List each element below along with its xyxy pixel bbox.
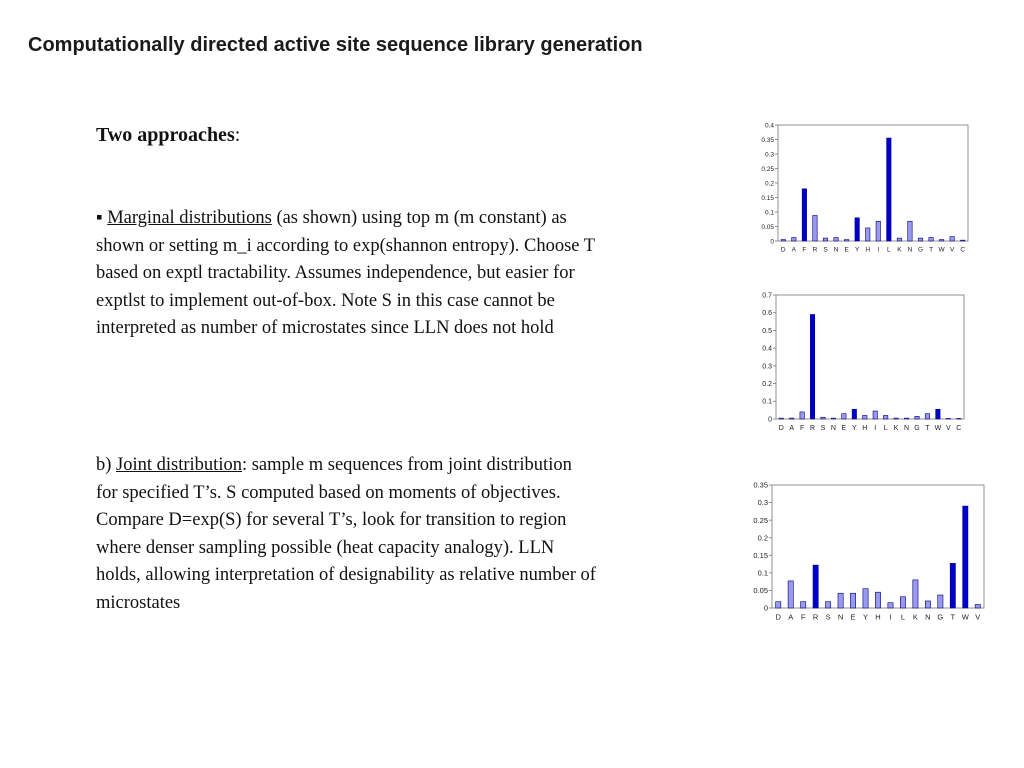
- bar: [915, 416, 919, 419]
- y-tick-label: 0.1: [762, 398, 772, 406]
- bar: [801, 602, 806, 608]
- y-tick-label: 0.25: [761, 165, 774, 173]
- x-tick-label: R: [810, 425, 816, 432]
- bar: [975, 604, 980, 608]
- bar: [813, 215, 817, 241]
- x-tick-label: Y: [854, 246, 860, 254]
- subhead-bold: Two approaches: [96, 124, 235, 146]
- x-tick-label: K: [912, 612, 918, 622]
- y-tick-label: 0.05: [761, 223, 774, 231]
- bar: [875, 592, 880, 608]
- x-tick-label: I: [889, 612, 892, 622]
- bar: [894, 418, 898, 419]
- bar: [876, 221, 880, 241]
- x-tick-label: N: [830, 425, 836, 432]
- x-tick-label: G: [917, 246, 924, 254]
- x-tick-label: F: [802, 246, 807, 254]
- bar: [897, 238, 901, 241]
- paragraph-joint: [96, 452, 596, 617]
- y-tick-label: 0.4: [764, 122, 774, 130]
- paragraph-joint-prefix: b): [96, 455, 117, 475]
- bar-chart-1-svg: [752, 118, 974, 258]
- y-tick-label: 0: [768, 416, 772, 424]
- bar-chart-2-svg: [752, 288, 974, 440]
- y-tick-label: 0: [763, 603, 768, 613]
- bar: [788, 581, 793, 608]
- bar: [776, 602, 781, 608]
- bullet: ▪: [96, 208, 103, 228]
- x-tick-label: S: [820, 425, 826, 432]
- marginal-distributions-link: Marginal distributions: [107, 208, 272, 228]
- bar: [852, 409, 856, 419]
- x-tick-label: Y: [851, 425, 857, 432]
- y-tick-label: 0.3: [757, 498, 768, 508]
- bar: [842, 414, 846, 419]
- bar: [900, 597, 905, 608]
- x-tick-label: L: [887, 246, 891, 254]
- x-tick-label: W: [938, 246, 945, 254]
- bar: [825, 602, 830, 608]
- y-tick-label: 0.5: [762, 327, 772, 335]
- x-tick-label: S: [825, 612, 831, 622]
- bar: [950, 237, 954, 241]
- bar: [863, 589, 868, 608]
- x-tick-label: N: [925, 612, 931, 622]
- bar: [946, 418, 950, 419]
- x-tick-label: A: [789, 425, 795, 432]
- bar: [834, 238, 838, 241]
- subhead: [96, 122, 240, 150]
- y-tick-label: 0.05: [753, 586, 768, 596]
- x-tick-label: E: [844, 246, 849, 254]
- bar-chart-2: [752, 288, 974, 440]
- bar: [938, 595, 943, 608]
- plot-frame: [776, 295, 964, 419]
- x-tick-label: N: [837, 612, 844, 622]
- x-tick-label: N: [904, 425, 910, 432]
- bar: [802, 189, 806, 241]
- x-tick-label: H: [862, 425, 868, 432]
- x-tick-label: C: [960, 246, 966, 254]
- x-tick-label: G: [937, 612, 944, 622]
- x-tick-label: E: [841, 425, 847, 432]
- bar: [939, 240, 943, 241]
- bar: [789, 418, 793, 419]
- x-tick-label: N: [907, 246, 913, 254]
- x-tick-label: E: [850, 612, 856, 622]
- bar: [963, 506, 968, 608]
- x-tick-label: V: [975, 612, 981, 622]
- paragraph-marginal-text: (as shown) using top m (m constant) as shown or setting m_i according to exp(shannon entropy). Choose T based on exptl tractability. Assumes independence, but easier for exptlst to implement out-of-box. Note S in this case cannot be interpreted as number of microstates since LLN does not hold: [96, 208, 595, 338]
- bar: [883, 415, 887, 419]
- bar-chart-3-svg: [740, 478, 990, 634]
- x-tick-label: I: [874, 425, 877, 432]
- bar: [961, 240, 965, 241]
- y-tick-label: 0.7: [762, 292, 772, 300]
- slide-title: Computationally directed active site sequence library generation: [28, 34, 643, 56]
- y-tick-label: 0.15: [761, 194, 774, 202]
- x-tick-label: F: [799, 425, 805, 432]
- bar: [957, 418, 961, 419]
- x-tick-label: W: [961, 612, 969, 622]
- x-tick-label: K: [897, 246, 902, 254]
- x-tick-label: T: [925, 425, 930, 432]
- bar: [810, 314, 814, 419]
- bar: [936, 409, 940, 419]
- bar: [781, 240, 785, 241]
- bar: [838, 593, 843, 608]
- x-tick-label: V: [945, 425, 951, 432]
- bar: [844, 240, 848, 241]
- bar-chart-1: [752, 118, 974, 258]
- paragraph-marginal: [96, 205, 596, 343]
- x-tick-label: L: [900, 612, 906, 622]
- bar: [813, 565, 818, 608]
- bar: [866, 228, 870, 241]
- x-tick-label: V: [949, 246, 955, 254]
- x-tick-label: L: [883, 425, 888, 432]
- y-tick-label: 0.2: [757, 533, 768, 543]
- y-tick-label: 0.2: [764, 180, 774, 188]
- bar: [908, 221, 912, 241]
- bar: [950, 563, 955, 608]
- x-tick-label: D: [775, 612, 781, 622]
- x-tick-label: C: [956, 425, 962, 432]
- y-tick-label: 0.1: [764, 209, 774, 217]
- y-tick-label: 0.3: [764, 151, 774, 159]
- y-tick-label: 0.4: [762, 345, 772, 353]
- x-tick-label: H: [865, 246, 871, 254]
- bar: [850, 593, 855, 608]
- bar: [831, 418, 835, 419]
- y-tick-label: 0.35: [753, 480, 768, 490]
- x-tick-label: S: [823, 246, 828, 254]
- bar: [888, 603, 893, 608]
- x-tick-label: R: [812, 612, 819, 622]
- x-tick-label: I: [877, 246, 880, 254]
- x-tick-label: A: [788, 612, 794, 622]
- x-tick-label: W: [934, 425, 942, 432]
- bar: [887, 138, 891, 241]
- y-tick-label: 0.3: [762, 363, 772, 371]
- joint-distribution-link: Joint distribution: [116, 455, 242, 475]
- subhead-colon: :: [234, 124, 241, 146]
- bar: [823, 238, 827, 241]
- bar: [918, 238, 922, 241]
- bar: [792, 238, 796, 241]
- bar: [925, 601, 930, 608]
- y-tick-label: 0.2: [762, 381, 772, 389]
- bar: [873, 411, 877, 419]
- y-tick-label: 0.1: [757, 568, 768, 578]
- x-tick-label: F: [800, 612, 806, 622]
- bar: [800, 412, 804, 419]
- x-tick-label: G: [914, 425, 920, 432]
- x-tick-label: K: [893, 425, 899, 432]
- bar-chart-3: [740, 478, 990, 634]
- bar: [904, 418, 908, 419]
- bar: [779, 418, 783, 419]
- y-tick-label: 0.35: [761, 136, 774, 144]
- x-tick-label: T: [950, 612, 956, 622]
- bar: [913, 580, 918, 608]
- paragraph-joint-text: : sample m sequences from joint distribution for specified T’s. S computed based on moments of objectives. Compare D=exp(S) for several T’s, look for transition to region where denser sampling possible (heat capacity analogy). LLN holds, allowing interpretation of designability as relative number of microstates: [96, 455, 596, 613]
- x-tick-label: N: [833, 246, 839, 254]
- bar: [821, 417, 825, 419]
- y-tick-label: 0: [770, 238, 774, 246]
- x-tick-label: A: [791, 246, 797, 254]
- bar: [863, 415, 867, 419]
- bar: [855, 218, 859, 241]
- x-tick-label: D: [780, 246, 786, 254]
- x-tick-label: D: [778, 425, 784, 432]
- x-tick-label: Y: [863, 612, 869, 622]
- bar: [925, 414, 929, 419]
- x-tick-label: T: [929, 246, 934, 254]
- y-tick-label: 0.15: [753, 550, 768, 560]
- bar: [929, 238, 933, 241]
- x-tick-label: R: [812, 246, 818, 254]
- y-tick-label: 0.6: [762, 310, 772, 318]
- x-tick-label: H: [875, 612, 881, 622]
- y-tick-label: 0.25: [753, 515, 768, 525]
